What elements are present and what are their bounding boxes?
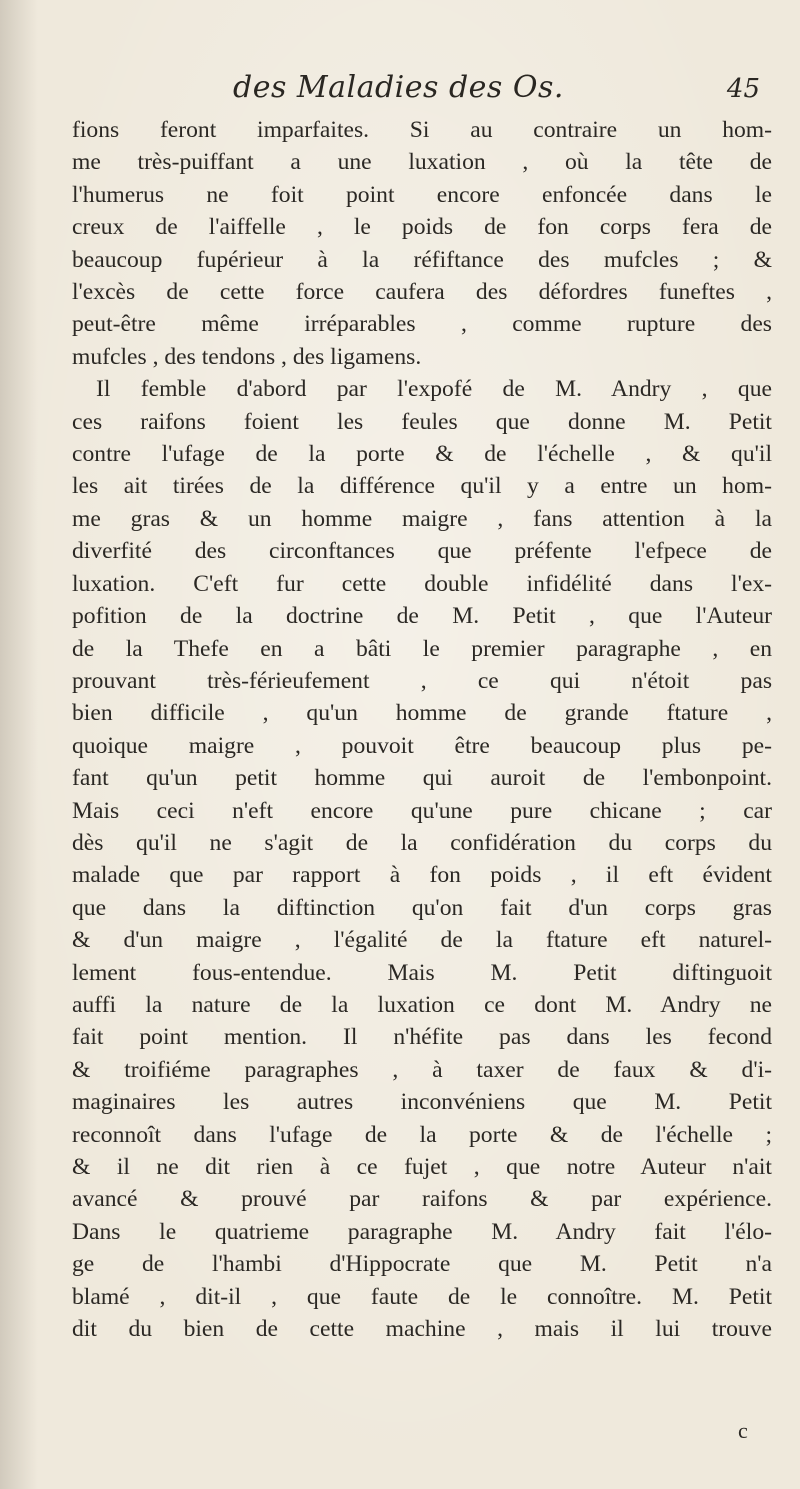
text-line: reconnoît dans l'ufage de la porte & de l'échelle ;: [72, 1121, 772, 1148]
text-line: creux de l'aiffelle , le poids de fon corps fera de: [72, 214, 772, 241]
text-line: l'humerus ne foit point encore enfoncée dans le: [72, 181, 772, 208]
text-line: & troifiéme paragraphes , à taxer de faux & d'i-: [72, 1056, 772, 1083]
running-title: des Maladies des Os.: [233, 70, 564, 105]
text-line: blamé , dit-il , que faute de le connoître. M. Petit: [72, 1283, 772, 1310]
text-line: & il ne dit rien à ce fujet , que notre Auteur n'ait: [72, 1154, 772, 1180]
catchword: c: [738, 1418, 748, 1443]
body-text: [72, 114, 772, 1345]
text-line: me très-puiffant a une luxation , où la tête de: [72, 149, 772, 176]
text-line: fions feront imparfaites. Si au contraire un hom-: [72, 117, 772, 143]
text-line: fait point mention. Il n'héfite pas dans les fecond: [72, 1024, 772, 1051]
text-line: lement fous-entendue. Mais M. Petit diftinguoit: [72, 959, 772, 986]
text-line: ge de l'hambi d'Hippocrate que M. Petit n'a: [72, 1251, 772, 1278]
text-line: dit du bien de cette machine , mais il lui trouve: [72, 1316, 772, 1343]
text-line: malade que par rapport à fon poids , il eft évident: [72, 862, 772, 889]
text-line: auffi la nature de la luxation ce dont M. Andry ne: [72, 991, 772, 1018]
text-line: Dans le quatrieme paragraphe M. Andry fait l'élo-: [72, 1218, 772, 1245]
page-number: 45: [726, 74, 760, 104]
page-header: [128, 70, 788, 114]
text-line: diverfité des circonftances que préfente l'efpece de: [72, 538, 772, 565]
text-line: ces raifons foient les feules que donne M. Petit: [72, 408, 772, 435]
text-line: les ait tirées de la différence qu'il y a entre un hom-: [72, 473, 772, 500]
text-line: mufcles , des tendons , des ligamens.: [72, 343, 422, 370]
gutter-shadow: [0, 0, 38, 1489]
text-line: contre l'ufage de la porte & de l'échelle , & qu'il: [72, 441, 772, 468]
text-line: Mais ceci n'eft encore qu'une pure chicane ; car: [72, 797, 772, 824]
text-line: dès qu'il ne s'agit de la confidération du corps du: [72, 829, 772, 856]
text-line: quoique maigre , pouvoit être beaucoup plus pe-: [72, 732, 772, 759]
text-line: l'excès de cette force caufera des défordres funeftes ,: [72, 279, 772, 306]
text-line: pofition de la doctrine de M. Petit , que l'Auteur: [72, 603, 772, 630]
text-line: avancé & prouvé par raifons & par expérience.: [72, 1186, 772, 1213]
text-line: luxation. C'eft fur cette double infidélité dans l'ex-: [72, 570, 772, 597]
text-line: que dans la diftinction qu'on fait d'un corps gras: [72, 894, 772, 921]
text-line: peut-être même irréparables , comme rupture des: [72, 311, 772, 338]
text-line: maginaires les autres inconvéniens que M. Petit: [72, 1089, 772, 1116]
text-line: de la Thefe en a bâti le premier paragraphe , en: [72, 635, 772, 662]
text-line: beaucoup fupérieur à la réfiftance des mufcles ; &: [72, 246, 772, 273]
text-line: me gras & un homme maigre , fans attention à la: [72, 505, 772, 532]
text-line: Il femble d'abord par l'expofé de M. Andry , que: [96, 376, 772, 403]
text-line: fant qu'un petit homme qui auroit de l'embonpoint.: [72, 765, 772, 792]
text-line: bien difficile , qu'un homme de grande ftature ,: [72, 700, 772, 727]
text-line: & d'un maigre , l'égalité de la ftature eft naturel-: [72, 927, 772, 954]
text-line: prouvant très-férieufement , ce qui n'étoit pas: [72, 667, 772, 694]
